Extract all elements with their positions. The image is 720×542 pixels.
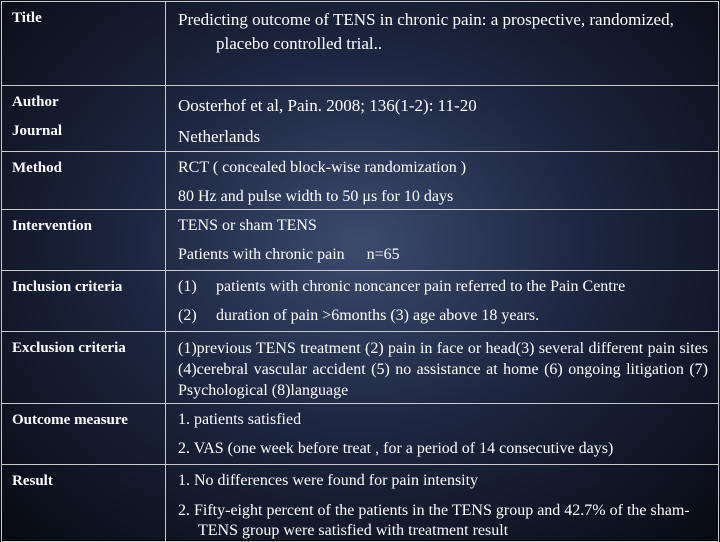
row-value-exclusion	[166, 332, 719, 404]
intervention-line-1: TENS or sham TENS	[178, 217, 317, 234]
intervention-line-2	[178, 245, 708, 265]
inclusion-item-1	[178, 277, 708, 297]
inclusion-item-1-num: (1)	[178, 278, 197, 295]
method-line-1: RCT ( concealed block-wise randomization )	[178, 159, 467, 176]
table-row-title	[2, 2, 719, 86]
row-value-author-journal	[166, 86, 719, 152]
table-row-exclusion	[2, 332, 719, 404]
row-label-exclusion: Exclusion criteria	[2, 332, 166, 404]
row-label-inclusion: Inclusion criteria	[2, 271, 166, 332]
row-label-journal: Journal	[12, 123, 63, 139]
table-row-author-journal	[2, 86, 719, 152]
row-label-author: Author	[12, 94, 59, 110]
inclusion-item-2-text: duration of pain >6months (3) age above 18 years.	[216, 307, 540, 324]
table-row-inclusion	[2, 271, 719, 332]
result-line-1: 1. No differences were found for pain intensity	[178, 472, 479, 489]
outcome-line-1: 1. patients satisfied	[178, 411, 302, 428]
row-label-outcome: Outcome measure	[2, 404, 166, 465]
inclusion-item-2	[178, 306, 708, 326]
row-value-method	[166, 152, 719, 210]
table-row-result	[2, 465, 719, 542]
method-line-2: 80 Hz and pulse width to 50 μs for 10 days	[178, 188, 454, 205]
row-value-intervention	[166, 210, 719, 271]
intervention-sample-size: n=65	[366, 246, 400, 263]
study-title: Predicting outcome of TENS in chronic pain: a prospective, randomized, placebo controlled trial..	[178, 10, 674, 53]
study-summary-table	[1, 1, 719, 542]
inclusion-item-1-text: patients with chronic noncancer pain referred to the Pain Centre	[216, 278, 626, 295]
table-row-outcome	[2, 404, 719, 465]
result-line-2: 2. Fifty-eight percent of the patients in the TENS group and 42.7% of the sham-TENS group were satisfied with treatment result	[178, 502, 690, 539]
row-value-outcome	[166, 404, 719, 465]
author-citation: Oosterhof et al, Pain. 2008; 136(1-2): 11-20	[178, 96, 477, 115]
journal-country: Netherlands	[178, 127, 261, 146]
table-row-method	[2, 152, 719, 210]
exclusion-criteria-text: (1)previous TENS treatment (2) pain in face or head(3) several different pain sites (4)cerebral vascular accident (5) no assistance at home (6) ongoing litigation (7) Psychological (8)language	[178, 340, 708, 399]
row-label-method: Method	[2, 152, 166, 210]
row-label-author-journal	[2, 86, 166, 152]
row-value-inclusion	[166, 271, 719, 332]
inclusion-item-2-num: (2)	[178, 307, 197, 324]
row-value-title	[166, 2, 719, 86]
row-label-intervention: Intervention	[2, 210, 166, 271]
row-value-result	[166, 465, 719, 542]
row-label-result: Result	[2, 465, 166, 542]
outcome-line-2: 2. VAS (one week before treat , for a period of 14 consecutive days)	[178, 440, 614, 457]
intervention-population: Patients with chronic pain	[178, 246, 345, 263]
table-row-intervention	[2, 210, 719, 271]
row-label-title: Title	[2, 2, 166, 86]
